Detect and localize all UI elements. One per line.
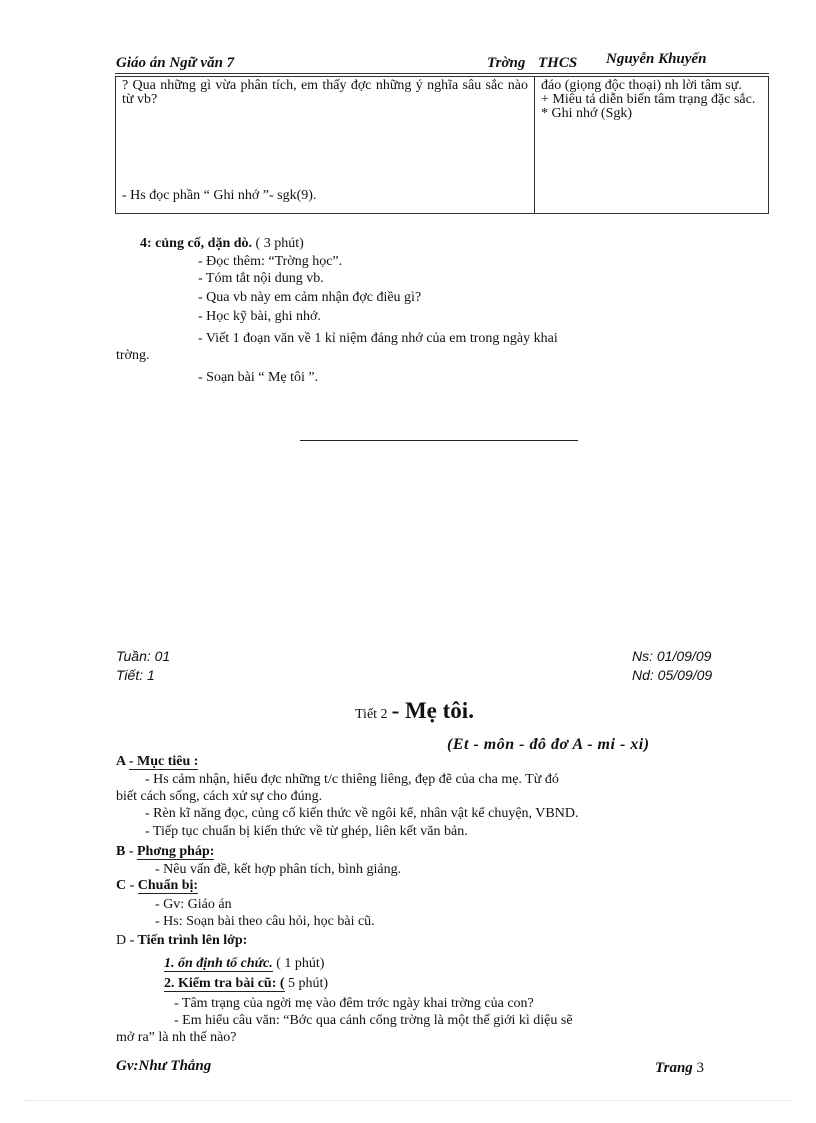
footer-page	[655, 1060, 704, 1077]
table-right-cell	[535, 77, 769, 214]
table-question: ? Qua những gì vừa phân tích, em thấy đợc những ý nghĩa sâu sắc nào từ vb?	[122, 78, 528, 107]
header-right-a: Trờng	[487, 55, 526, 71]
step2-time: 5 phút)	[288, 976, 329, 991]
sectionD-question-cont: mở ra” là nh thế nào?	[116, 1030, 237, 1045]
sectionC-line: - Hs: Soạn bài theo câu hỏi, học bài cũ.	[155, 914, 375, 929]
footer-teacher	[116, 1058, 211, 1075]
sectionD-question: - Em hiểu câu văn: “Bớc qua cánh cổng trờng là một thế giới kì diệu sẽ	[174, 1013, 573, 1028]
header-left: Giáo án Ngữ văn 7	[116, 55, 235, 71]
sectionD-question: - Tâm trạng của ngời mẹ vào đêm trớc ngày khai trờng của con?	[174, 996, 534, 1011]
section4-item: - Qua vb này em cảm nhận đợc điều gì?	[198, 290, 422, 305]
sectionD-label: D	[116, 933, 127, 948]
meta-nd: Nd: 05/09/09	[632, 667, 713, 683]
section4-item: - Soạn bài “ Mẹ tôi ”.	[198, 370, 319, 385]
section4-item: - Viết 1 đoạn văn về 1 kỉ niệm đáng nhớ của em trong ngày khai	[198, 331, 558, 346]
meta-tuan: Tuần: 01	[116, 648, 171, 664]
header-school-name: Nguyễn Khuyến	[606, 51, 707, 67]
continuation-table	[115, 76, 769, 214]
meta-ns: Ns: 01/09/09	[632, 648, 712, 664]
sectionB-label: B -	[116, 844, 134, 859]
table-right-line: * Ghi nhớ (Sgk)	[541, 106, 633, 121]
sectionC-label: C -	[116, 878, 135, 893]
table-left-cell	[116, 77, 535, 214]
table-right-line: đáo (giọng độc thoại) nh lời tâm sự.	[541, 78, 742, 93]
sectionC-line: - Gv: Giáo án	[155, 897, 232, 912]
sectionB-line: - Nêu vấn đề, kết hợp phân tích, bình giảng.	[155, 862, 402, 877]
sectionB-heading	[116, 844, 214, 859]
sectionA-line: biết cách sống, cách xử sự cho đúng.	[116, 789, 323, 804]
step2-title: 2. Kiểm tra bài cũ: (	[164, 976, 285, 991]
sectionC-heading	[116, 878, 198, 893]
table-left-bottom: - Hs đọc phần “ Ghi nhớ ”- sgk(9).	[122, 188, 317, 203]
lesson-title	[355, 698, 474, 724]
sectionA-line: - Tiếp tục chuẩn bị kiến thức về từ ghép, liên kết văn bản.	[145, 824, 468, 839]
footer-page-label: Trang	[655, 1060, 693, 1076]
header-rule	[115, 73, 769, 74]
sectionA-title: - Mục tiêu :	[128, 754, 199, 769]
header-right-b: THCS	[538, 55, 578, 71]
sectionD-title: - Tiến trình lên lớp:	[129, 933, 248, 948]
section4-time: ( 3 phút)	[255, 236, 304, 251]
lesson-author: (Et - môn - đô đơ A - mi - xi)	[447, 736, 650, 753]
step1-title: 1. ổn định tổ chức.	[164, 956, 273, 971]
lesson-prefix: Tiết 2	[355, 707, 388, 722]
section4-item: - Tóm tắt nội dung vb.	[198, 271, 324, 286]
section4-item: trờng.	[116, 348, 150, 363]
sectionD-step2	[164, 976, 328, 991]
sectionD-step1	[164, 956, 324, 971]
section4-item: - Học kỹ bài, ghi nhớ.	[198, 309, 321, 324]
sectionC-title: Chuẩn bị:	[137, 878, 199, 893]
sectionA-label: A	[116, 754, 126, 769]
footer-gv-label: Gv:	[116, 1058, 139, 1074]
footer-gv-name: Như Thắng	[138, 1058, 212, 1074]
section4-heading	[140, 236, 304, 251]
sectionA-line: - Hs cảm nhận, hiểu đợc những t/c thiêng liêng, đẹp đẽ của cha mẹ. Từ đó	[145, 772, 559, 787]
page-edge	[24, 1100, 792, 1101]
sectionA-line: - Rèn kĩ năng đọc, củng cố kiến thức về ngôi kể, nhân vật kể chuyện, VBND.	[145, 806, 579, 821]
sectionB-title: Phơng pháp:	[137, 844, 215, 859]
meta-tiet: Tiết: 1	[116, 667, 155, 683]
lesson-name: - Mẹ tôi.	[391, 698, 474, 723]
sectionD-heading	[116, 933, 247, 948]
step1-time: ( 1 phút)	[276, 956, 325, 971]
table-right-line: + Miêu tả diễn biến tâm trạng đặc sắc.	[541, 92, 756, 107]
footer-page-number: 3	[696, 1060, 705, 1076]
sectionA-heading	[116, 754, 198, 769]
section-divider	[300, 440, 578, 441]
section4-item: - Đọc thêm: “Trờng học”.	[198, 254, 343, 269]
section4-title: 4: củng cố, dặn dò.	[140, 236, 253, 251]
